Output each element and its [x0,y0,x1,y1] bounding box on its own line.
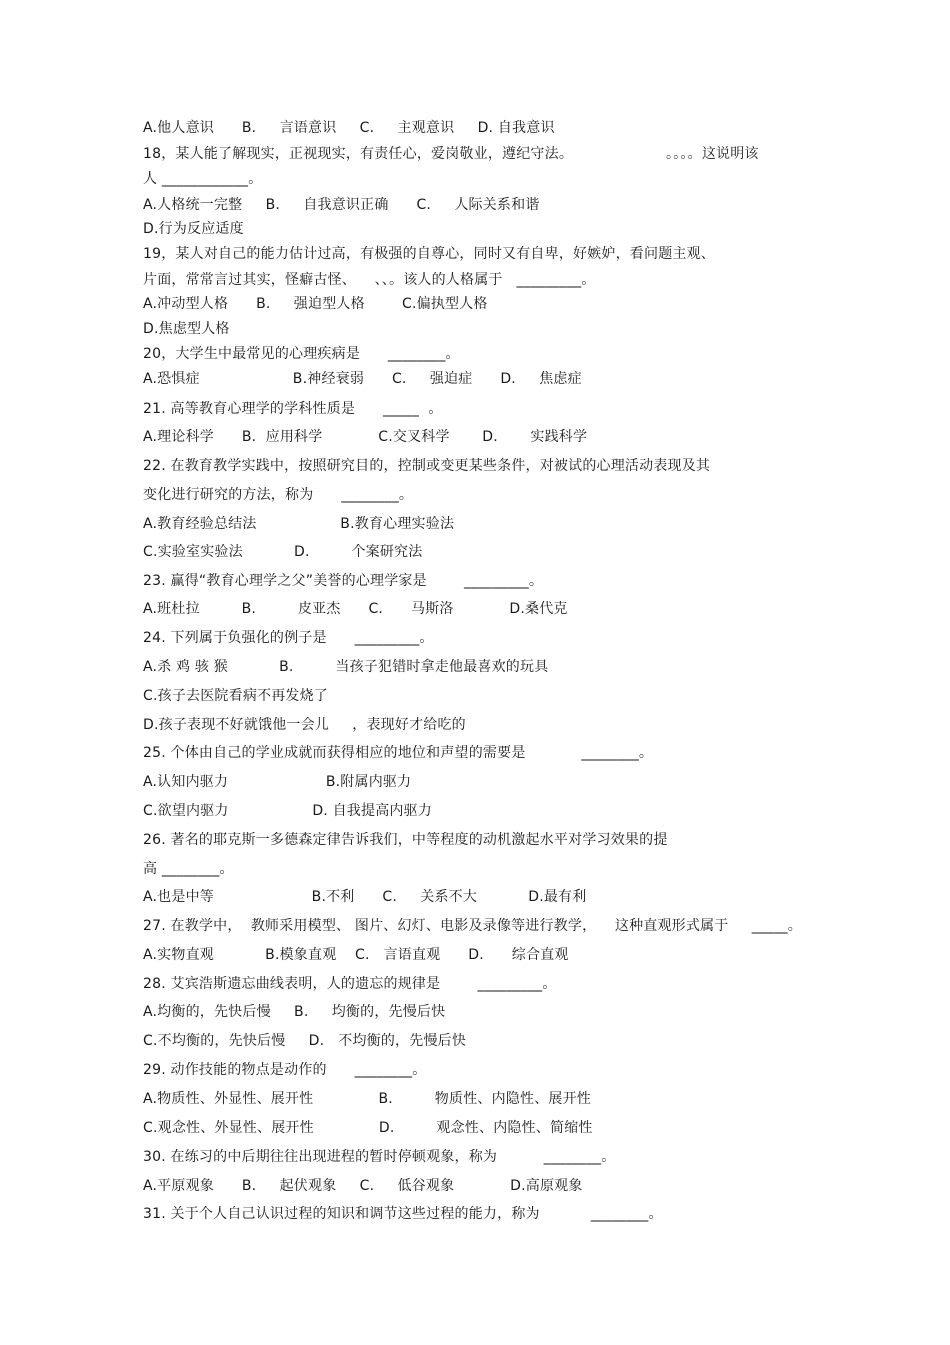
question-22: 22. 在教育教学实践中，按照研究目的，控制或变更某些条件，对被试的心理活动表现及其 [143,458,711,474]
options-24-d: D.孩子表现不好就饿他一会儿 ，表现好才给吃的 [143,717,466,733]
question-26-cont: 高 ________。 [143,861,234,877]
options-29-a-b: A.物质性、外显性、展开性 B. 物质性、内隐性、展开性 [143,1091,591,1107]
question-19-cont: 片面，常常言过其实，怪癖古怪、 、、。该人的人格属于 _________。 [143,272,596,288]
question-31: 31. 关于个人自己认识过程的知识和调节这些过程的能力，称为 ________。 [143,1206,663,1222]
question-23: 23. 赢得“教育心理学之父”美誉的心理学家是 _________。 [143,573,544,589]
question-25: 25. 个体由自己的学业成就而获得相应的地位和声望的需要是 ________。 [143,745,654,761]
options-28-a-b: A.均衡的，先快后慢 B. 均衡的，先慢后快 [143,1004,446,1020]
options-29-c-d: C.观念性、外显性、展开性 D. 观念性、内隐性、简缩性 [143,1120,593,1136]
question-30: 30. 在练习的中后期往往出现进程的暂时停顿观象，称为 ________。 [143,1149,616,1165]
options-22-a-b: A.教育经验总结法 B.教育心理实验法 [143,516,455,532]
question-26: 26. 著名的耶克斯一多德森定律告诉我们，中等程度的动机激起水平对学习效果的提 [143,832,668,848]
options-20: A.恐惧症 B.神经衰弱 C. 强迫症 D. 焦虑症 [143,371,582,387]
options-27: A.实物直观 B.模象直观 C. 言语直观 D. 综合直观 [143,947,569,963]
options-24-c: C.孩子去医院看病不再发烧了 [143,688,329,704]
options-22-c-d: C.实验室实验法 D. 个案研究法 [143,544,423,560]
options-21: A.理论科学 B. 应用科学 C.交叉科学 D. 实践科学 [143,429,588,445]
options-18-d: D.行为反应适度 [143,221,244,237]
question-18-cont: 人 ____________。 [143,171,263,187]
options-19-d: D.焦虑型人格 [143,321,230,337]
options-23: A.班杜拉 B. 皮亚杰 C. 马斯洛 D.桑代克 [143,601,568,617]
question-27: 27. 在教学中， 教师采用模型、 图片、幻灯、电影及录像等进行教学， 这种直观形式属于 _____。 [143,918,802,934]
question-18: 18，某人能了解现实，正视现实，有责任心，爱岗敬业，遵纪守法。 。。。。这说明该 [143,146,759,162]
line-options-17: A.他人意识 B. 言语意识 C. 主观意识 D. 自我意识 [143,120,555,136]
question-29: 29. 动作技能的物点是动作的 ________。 [143,1062,427,1078]
question-24: 24. 下列属于负强化的例子是 _________。 [143,630,434,646]
question-19: 19，某人对自己的能力估计过高，有极强的自尊心，同时又有自卑，好嫉妒，看问题主观、 [143,246,716,262]
question-21: 21. 高等教育心理学的学科性质是 _____ 。 [143,401,443,417]
question-28: 28. 艾宾浩斯遗忘曲线表明，人的遗忘的规律是 _________。 [143,976,557,992]
options-26: A.也是中等 B.不利 C. 关系不大 D.最有利 [143,889,587,905]
question-22-cont: 变化进行研究的方法，称为 ________。 [143,487,414,503]
options-18-a-c: A.人格统一完整 B. 自我意识正确 C. 人际关系和谐 [143,197,540,213]
options-25-c-d: C.欲望内驱力 D. 自我提高内驱力 [143,803,433,819]
options-19-a-c: A.冲动型人格 B. 强迫型人格 C.偏执型人格 [143,296,488,312]
question-20: 20，大学生中最常见的心理疾病是 ________。 [143,346,460,362]
options-25-a-b: A.认知内驱力 B.附属内驱力 [143,774,412,790]
options-30: A.平原观象 B. 起伏观象 C. 低谷观象 D.高原观象 [143,1178,583,1194]
options-28-c-d: C.不均衡的，先快后慢 D. 不均衡的，先慢后快 [143,1033,467,1049]
options-24-a-b: A.杀 鸡 骇 猴 B. 当孩子犯错时拿走他最喜欢的玩具 [143,659,549,675]
